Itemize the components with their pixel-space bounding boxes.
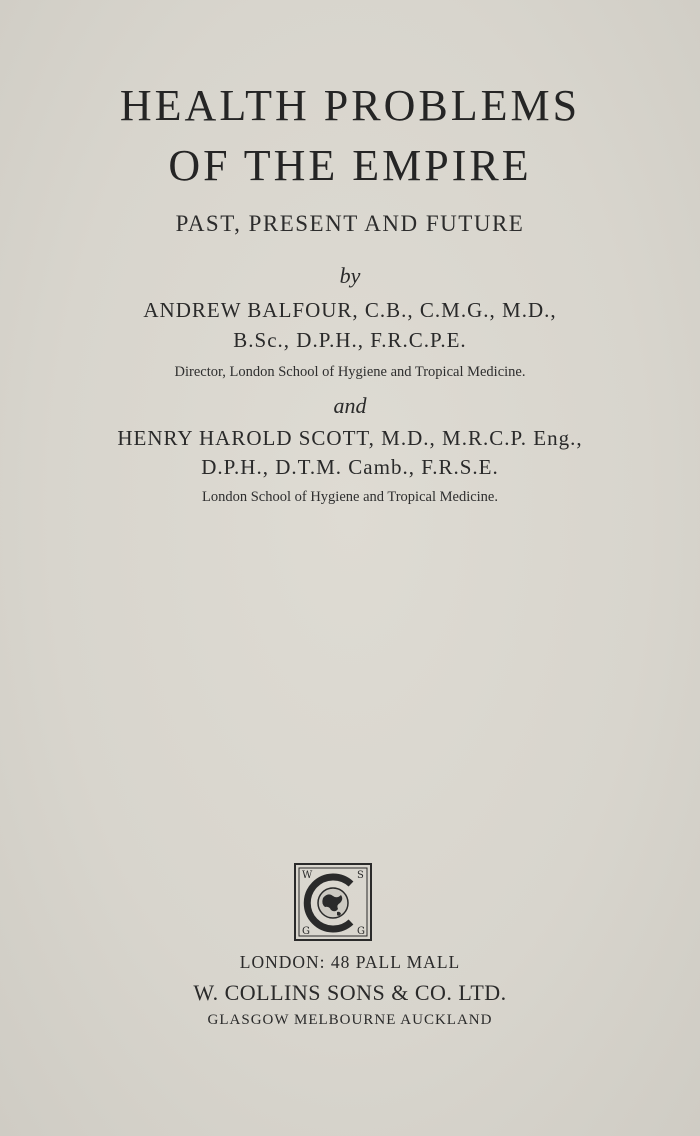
logo-letter-bottom-right: G [357,926,365,937]
publisher-cities: GLASGOW MELBOURNE AUCKLAND [207,1012,493,1028]
author-2-line-2: D.P.H., D.T.M. Camb., F.R.S.E. [201,455,499,479]
logo-letter-top-left: W [302,870,313,881]
logo-letter-bottom-left: G [302,926,310,937]
author-1-line-2: B.Sc., D.P.H., F.R.C.P.E. [233,328,467,352]
author-2-line-1: HENRY HAROLD SCOTT, M.D., M.R.C.P. Eng., [117,426,583,450]
by-label: by [339,263,361,288]
publisher-name: W. COLLINS SONS & CO. LTD. [193,980,507,1005]
book-subtitle: PAST, PRESENT AND FUTURE [175,211,525,236]
collins-globe-emblem-icon [293,862,373,942]
and-label: and [333,393,367,418]
author-1-affiliation: Director, London School of Hygiene and Tropical Medicine. [174,364,526,380]
book-title-line-1: HEALTH PROBLEMS [119,81,581,130]
logo-letter-top-right: S [357,870,364,881]
publisher-address: LONDON: 48 PALL MALL [239,952,461,972]
author-2-affiliation: London School of Hygiene and Tropical Medicine. [202,489,498,505]
book-title-line-2: OF THE EMPIRE [168,141,532,190]
author-1-line-1: ANDREW BALFOUR, C.B., C.M.G., M.D., [143,298,557,322]
